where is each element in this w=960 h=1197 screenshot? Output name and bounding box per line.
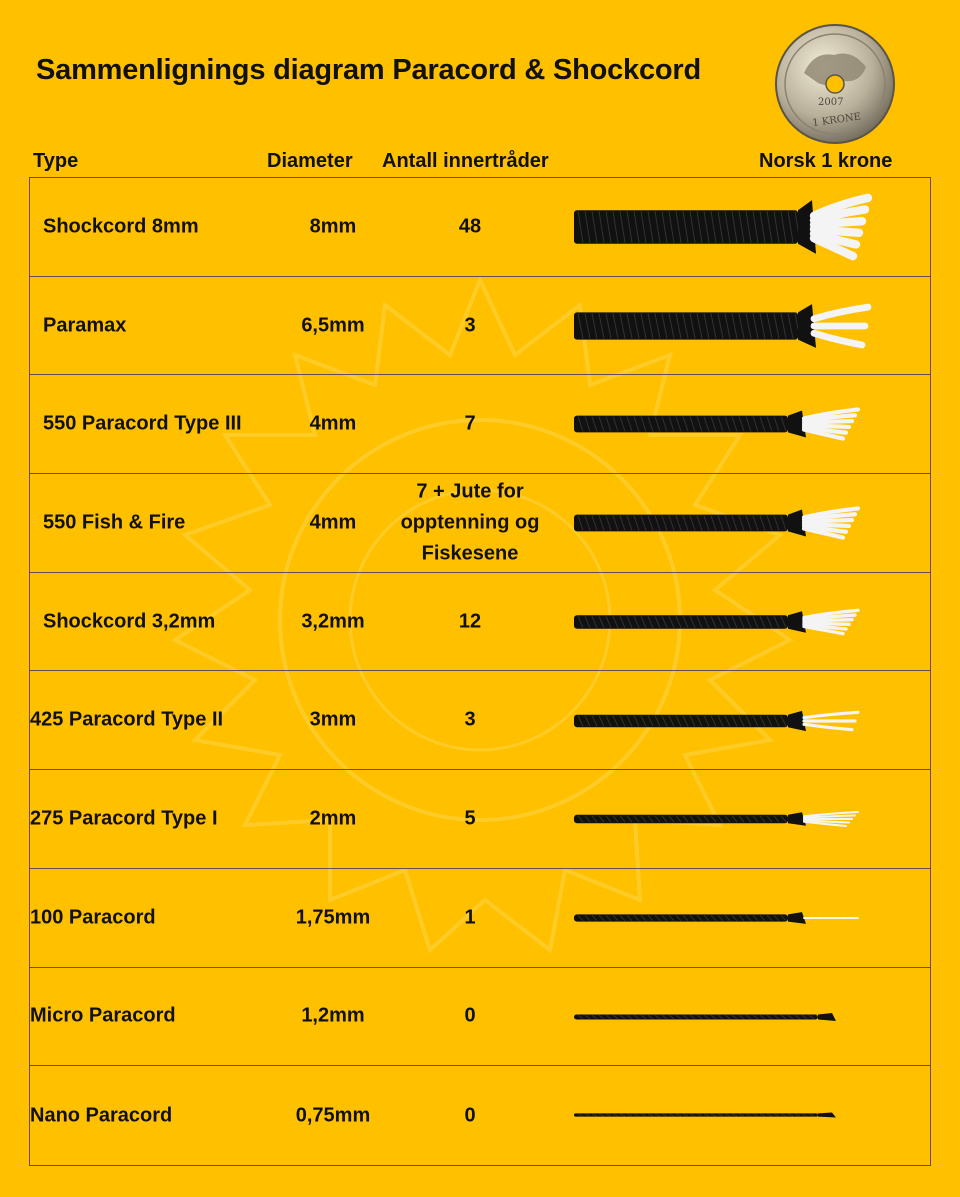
cord-sample-image — [568, 869, 908, 967]
inner-strands-cell: 7 — [464, 412, 476, 435]
inner-strands-cell: 48 — [458, 215, 482, 238]
table-row — [30, 672, 930, 771]
table-row — [30, 968, 930, 1067]
cord-type-cell: Paramax — [43, 314, 127, 337]
table-row — [30, 770, 930, 869]
inner-strands-cell: 5 — [464, 807, 476, 830]
cord-sample-image — [568, 968, 908, 1066]
comparison-table — [29, 177, 931, 1166]
cord-type-cell: 275 Paracord Type I — [30, 807, 218, 830]
cord-sample-image — [568, 474, 908, 572]
cord-type-cell: Micro Paracord — [30, 1004, 176, 1027]
table-row — [30, 573, 930, 672]
table-row — [30, 474, 930, 573]
one-krone-coin-image — [774, 23, 896, 145]
column-header-diameter: Diameter — [267, 150, 353, 172]
diameter-cell: 1,2mm — [301, 1004, 365, 1027]
table-row — [30, 1066, 930, 1165]
cord-type-cell: 100 Paracord — [30, 906, 156, 929]
diameter-cell: 4mm — [309, 511, 357, 534]
diameter-cell: 8mm — [309, 215, 357, 238]
cord-sample-image — [568, 375, 908, 473]
diameter-cell: 3,2mm — [301, 610, 365, 633]
coin-year-text: 2007 — [818, 97, 844, 108]
table-row — [30, 277, 930, 376]
inner-strands-cell: 0 — [464, 1004, 476, 1027]
inner-strands-cell: 3 — [464, 708, 476, 731]
diameter-cell: 1,75mm — [295, 906, 371, 929]
inner-strands-cell: 0 — [464, 1104, 476, 1127]
cord-type-cell: 550 Paracord Type III — [43, 412, 242, 435]
diameter-cell: 2mm — [309, 807, 357, 830]
cord-sample-image — [568, 277, 908, 375]
diameter-cell: 0,75mm — [295, 1104, 371, 1127]
table-row — [30, 178, 930, 277]
cord-type-cell: Shockcord 8mm — [43, 215, 199, 238]
inner-strands-cell: 7 + Jute for opptenning og Fiskesene — [400, 480, 540, 565]
page-title: Sammenlignings diagram Paracord & Shockcord — [36, 54, 702, 86]
diameter-cell: 3mm — [309, 708, 357, 731]
cord-type-cell: 550 Fish & Fire — [43, 511, 186, 534]
cord-sample-image — [568, 770, 908, 868]
cord-sample-image — [568, 1066, 908, 1164]
diameter-cell: 4mm — [309, 412, 357, 435]
table-row — [30, 375, 930, 474]
cord-type-cell: Nano Paracord — [30, 1104, 173, 1127]
coin-label-text: 1 KRONE — [811, 111, 862, 130]
inner-strands-cell: 12 — [458, 610, 482, 633]
cord-type-cell: 425 Paracord Type II — [30, 708, 224, 731]
inner-strands-cell: 1 — [464, 906, 476, 929]
cord-sample-image — [568, 672, 908, 770]
column-header-type: Type — [33, 150, 79, 172]
column-header-inner-strands: Antall innertråder — [382, 150, 549, 172]
inner-strands-cell: 3 — [464, 314, 476, 337]
column-header-coin: Norsk 1 krone — [759, 150, 893, 172]
cord-sample-image — [568, 178, 908, 276]
cord-sample-image — [568, 573, 908, 671]
diameter-cell: 6,5mm — [301, 314, 365, 337]
table-row — [30, 869, 930, 968]
cord-type-cell: Shockcord 3,2mm — [43, 610, 216, 633]
